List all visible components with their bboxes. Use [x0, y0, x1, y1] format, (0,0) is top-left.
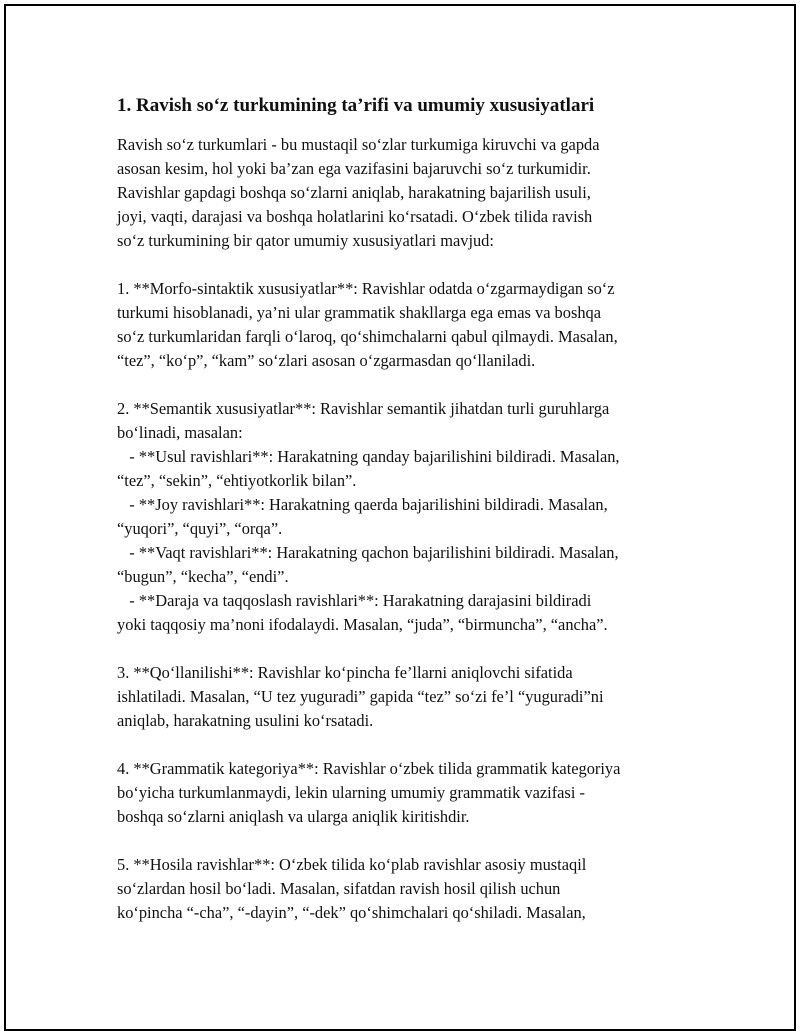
- text-line: bo‘yicha turkumlanmaydi, lekin ularning umumiy grammatik vazifasi -: [117, 783, 585, 802]
- text-line: “bugun”, “kecha”, “endi”.: [117, 567, 289, 586]
- paragraph-usage: [117, 661, 697, 733]
- text-line: so‘z turkumlaridan farqli o‘laroq, qo‘shimchalarni qabul qilmaydi. Masalan,: [117, 327, 618, 346]
- text-line: “tez”, “sekin”, “ehtiyotkorlik bilan”.: [117, 471, 357, 490]
- text-line: 3. **Qo‘llanilishi**: Ravishlar ko‘pincha fe’llarni aniqlovchi sifatida: [117, 663, 573, 682]
- paragraph-derived-adverbs: [117, 853, 697, 925]
- text-line: joyi, vaqti, darajasi va boshqa holatlarini ko‘rsatadi. O‘zbek tilida ravish: [117, 207, 593, 226]
- text-line: - **Usul ravishlari**: Harakatning qanday bajarilishini bildiradi. Masalan,: [117, 447, 620, 466]
- text-line: 2. **Semantik xususiyatlar**: Ravishlar semantik jihatdan turli guruhlarga: [117, 399, 610, 418]
- text-line: asosan kesim, hol yoki ba’zan ega vazifasini bajaruvchi so‘z turkumidir.: [117, 159, 591, 178]
- text-line: “tez”, “ko‘p”, “kam” so‘zlari asosan o‘zgarmasdan qo‘llaniladi.: [117, 351, 536, 370]
- text-line: boshqa so‘zlarni aniqlash va ularga aniqlik kiritishdir.: [117, 807, 470, 826]
- text-line: turkumi hisoblanadi, ya’ni ular grammatik shakllarga ega emas va boshqa: [117, 303, 601, 322]
- text-line: Ravish so‘z turkumlari - bu mustaqil so‘zlar turkumiga kiruvchi va gapda: [117, 135, 600, 154]
- document-body: [117, 93, 697, 949]
- text-line: aniqlab, harakatning usulini ko‘rsatadi.: [117, 711, 374, 730]
- text-line: “yuqori”, “quyi”, “orqa”.: [117, 519, 283, 538]
- text-line: 4. **Grammatik kategoriya**: Ravishlar o‘zbek tilida grammatik kategoriya: [117, 759, 621, 778]
- text-line: bo‘linadi, masalan:: [117, 423, 243, 442]
- paragraph-semantic: [117, 397, 697, 637]
- paragraph-grammatical-category: [117, 757, 697, 829]
- text-line: ko‘pincha “-cha”, “-dayin”, “-dek” qo‘shimchalari qo‘shiladi. Masalan,: [117, 903, 586, 922]
- document-title: 1. Ravish so‘z turkumining ta’rifi va umumiy xususiyatlari: [117, 95, 595, 116]
- text-line: - **Joy ravishlari**: Harakatning qaerda bajarilishini bildiradi. Masalan,: [117, 495, 608, 514]
- text-line: ishlatiladi. Masalan, “U tez yuguradi” gapida “tez” so‘zi fe’l “yuguradi”ni: [117, 687, 604, 706]
- paragraph-intro: [117, 133, 697, 253]
- text-line: so‘zlardan hosil bo‘ladi. Masalan, sifatdan ravish hosil qilish uchun: [117, 879, 561, 898]
- text-line: - **Vaqt ravishlari**: Harakatning qachon bajarilishini bildiradi. Masalan,: [117, 543, 619, 562]
- text-line: so‘z turkumining bir qator umumiy xususiyatlari mavjud:: [117, 231, 494, 250]
- text-line: - **Daraja va taqqoslash ravishlari**: Harakatning darajasini bildiradi: [117, 591, 592, 610]
- text-line: Ravishlar gapdagi boshqa so‘zlarni aniqlab, harakatning bajarilish usuli,: [117, 183, 591, 202]
- text-line: yoki taqqosiy ma’noni ifodalaydi. Masalan, “juda”, “birmuncha”, “ancha”.: [117, 615, 608, 634]
- text-line: 5. **Hosila ravishlar**: O‘zbek tilida ko‘plab ravishlar asosiy mustaqil: [117, 855, 587, 874]
- paragraph-morpho-syntactic: [117, 277, 697, 373]
- text-line: 1. **Morfo-sintaktik xususiyatlar**: Ravishlar odatda o‘zgarmaydigan so‘z: [117, 279, 615, 298]
